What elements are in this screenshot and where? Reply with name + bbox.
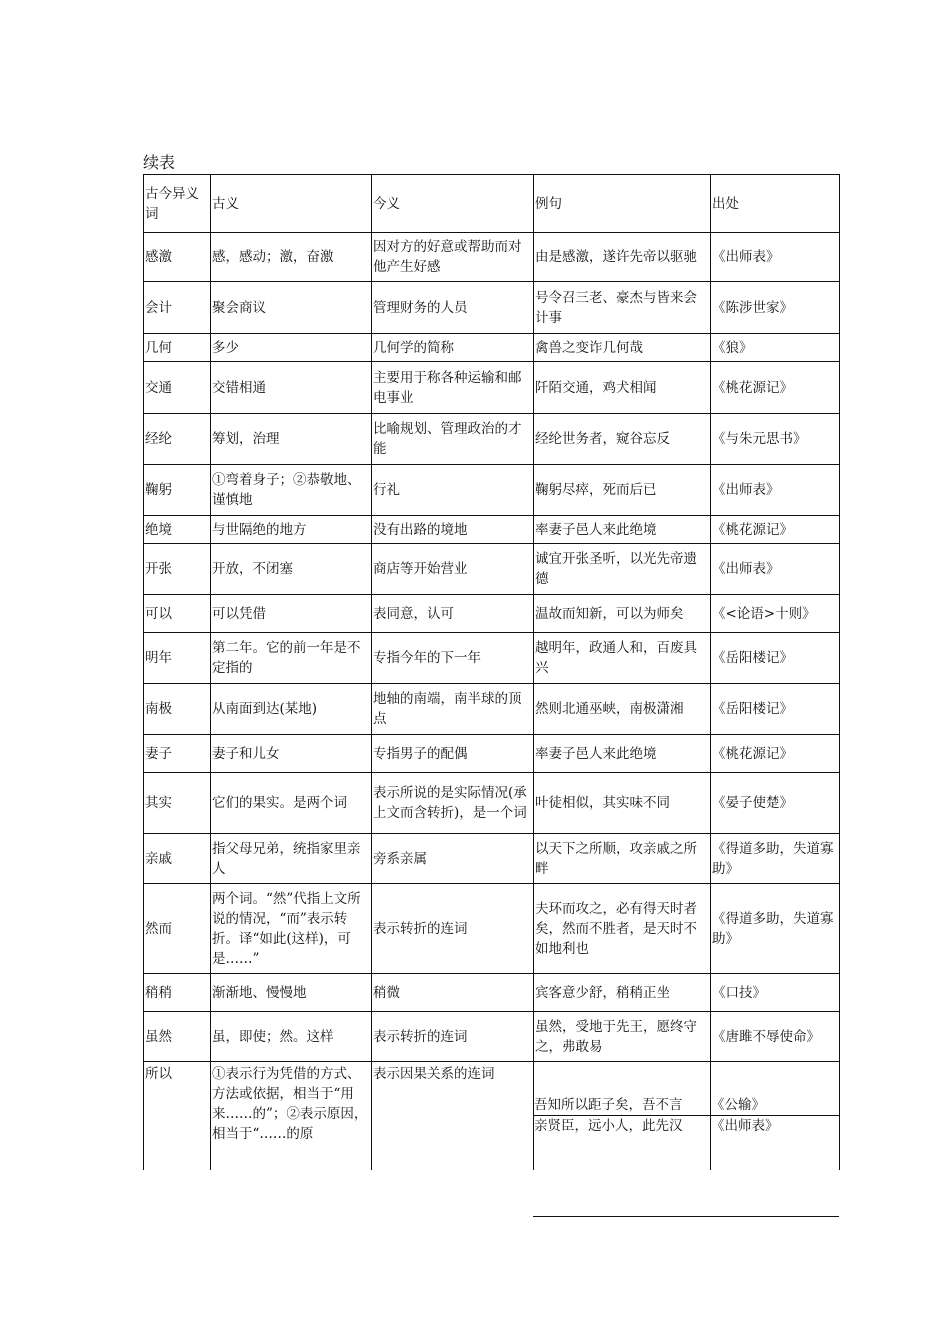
cell-modern: 没有出路的境地 bbox=[372, 516, 534, 544]
header-word: 古今异义词 bbox=[144, 175, 211, 233]
source-1: 《公输》 bbox=[711, 1097, 765, 1114]
cell-modern: 主要用于称各种运输和邮电事业 bbox=[372, 362, 534, 414]
table-row-last bbox=[144, 1062, 840, 1170]
cell-modern: 因对方的好意或帮助而对他产生好感 bbox=[372, 233, 534, 282]
cell-word: 可以 bbox=[144, 595, 211, 633]
header-source: 出处 bbox=[711, 175, 840, 233]
cell-example: 阡陌交通，鸡犬相闻 bbox=[534, 362, 711, 414]
cell-word: 明年 bbox=[144, 633, 211, 684]
cell-source: 《唐雎不辱使命》 bbox=[711, 1012, 840, 1062]
cell-ancient: 从南面到达(某地) bbox=[211, 684, 372, 735]
table-row bbox=[144, 282, 840, 334]
cell-modern: 商店等开始营业 bbox=[372, 544, 534, 595]
cell-source: 《狼》 bbox=[711, 334, 840, 362]
cell-word: 交通 bbox=[144, 362, 211, 414]
cell-modern: 稍微 bbox=[372, 974, 534, 1012]
table-caption: 续表 bbox=[143, 153, 176, 172]
cell-source: 《出师表》 bbox=[711, 544, 840, 595]
source-2: 《出师表》 bbox=[711, 1115, 839, 1136]
cell-source: 《岳阳楼记》 bbox=[711, 633, 840, 684]
cell-example: 率妻子邑人来此绝境 bbox=[534, 516, 711, 544]
cell-example: 叶徒相似，其实味不同 bbox=[534, 773, 711, 834]
cell-example: 宾客意少舒，稍稍正坐 bbox=[534, 974, 711, 1012]
cell-modern: 管理财务的人员 bbox=[372, 282, 534, 334]
table-row bbox=[144, 595, 840, 633]
cell-source: 《桃花源记》 bbox=[711, 362, 840, 414]
cell-source: 《桃花源记》 bbox=[711, 735, 840, 773]
cell-source: 《得道多助，失道寡助》 bbox=[711, 834, 840, 884]
table-row bbox=[144, 516, 840, 544]
header-ancient: 古义 bbox=[211, 175, 372, 233]
cell-example: 越明年，政通人和，百废具兴 bbox=[534, 633, 711, 684]
cell-modern: 专指男子的配偶 bbox=[372, 735, 534, 773]
table-row bbox=[144, 334, 840, 362]
cell-ancient: 渐渐地、慢慢地 bbox=[211, 974, 372, 1012]
cell-sources bbox=[711, 1062, 840, 1170]
cell-example: 夫环而攻之，必有得天时者矣，然而不胜者，是天时不如地利也 bbox=[534, 884, 711, 974]
cell-example: 号令召三老、豪杰与皆来会计事 bbox=[534, 282, 711, 334]
cell-ancient: 可以凭借 bbox=[211, 595, 372, 633]
header-modern: 今义 bbox=[372, 175, 534, 233]
cell-ancient: 它们的果实。是两个词 bbox=[211, 773, 372, 834]
cell-modern: 表示转折的连词 bbox=[372, 884, 534, 974]
cell-source: 《与朱元思书》 bbox=[711, 414, 840, 465]
cell-example: 鞠躬尽瘁，死而后已 bbox=[534, 465, 711, 516]
cell-word: 开张 bbox=[144, 544, 211, 595]
cell-source: 《得道多助，失道寡助》 bbox=[711, 884, 840, 974]
cell-ancient: 指父母兄弟，统指家里亲人 bbox=[211, 834, 372, 884]
cell-example: 经纶世务者，窥谷忘反 bbox=[534, 414, 711, 465]
cell-source: 《口技》 bbox=[711, 974, 840, 1012]
cell-source: 《陈涉世家》 bbox=[711, 282, 840, 334]
cell-ancient: 多少 bbox=[211, 334, 372, 362]
cell-example: 率妻子邑人来此绝境 bbox=[534, 735, 711, 773]
cell-ancient: 虽，即使；然。这样 bbox=[211, 1012, 372, 1062]
cell-example: 由是感激，遂许先帝以驱驰 bbox=[534, 233, 711, 282]
cell-word: 妻子 bbox=[144, 735, 211, 773]
cell-ancient: 聚会商议 bbox=[211, 282, 372, 334]
cell-example: 虽然，受地于先王，愿终守之，弗敢易 bbox=[534, 1012, 711, 1062]
cell-word: 虽然 bbox=[144, 1012, 211, 1062]
cell-ancient: 开放，不闭塞 bbox=[211, 544, 372, 595]
cell-ancient: ①表示行为凭借的方式、方法或依据，相当于“用来……的”；②表示原因，相当于“……的原 bbox=[211, 1062, 372, 1170]
table-row bbox=[144, 1012, 840, 1062]
table-row bbox=[144, 233, 840, 282]
cell-word: 鞠躬 bbox=[144, 465, 211, 516]
cell-ancient: 与世隔绝的地方 bbox=[211, 516, 372, 544]
cell-example: 诚宜开张圣听，以光先帝遗德 bbox=[534, 544, 711, 595]
cell-word: 然而 bbox=[144, 884, 211, 974]
table-row bbox=[144, 414, 840, 465]
cell-example: 禽兽之变诈几何哉 bbox=[534, 334, 711, 362]
table-row bbox=[144, 735, 840, 773]
cell-example: 温故而知新，可以为师矣 bbox=[534, 595, 711, 633]
header-example: 例句 bbox=[534, 175, 711, 233]
table-row bbox=[144, 684, 840, 735]
table-row bbox=[144, 884, 840, 974]
cell-word: 几何 bbox=[144, 334, 211, 362]
cell-source: 《桃花源记》 bbox=[711, 516, 840, 544]
table-row bbox=[144, 544, 840, 595]
cell-word: 其实 bbox=[144, 773, 211, 834]
cell-ancient: 妻子和儿女 bbox=[211, 735, 372, 773]
cell-source: 《出师表》 bbox=[711, 233, 840, 282]
cell-word: 经纶 bbox=[144, 414, 211, 465]
cell-source: 《晏子使楚》 bbox=[711, 773, 840, 834]
partial-bottom-border bbox=[533, 1216, 839, 1217]
table-row bbox=[144, 974, 840, 1012]
cell-modern: 表示所说的是实际情况(承上文而含转折)，是一个词 bbox=[372, 773, 534, 834]
cell-source: 《出师表》 bbox=[711, 465, 840, 516]
cell-modern: 比喻规划、管理政治的才能 bbox=[372, 414, 534, 465]
table-row bbox=[144, 633, 840, 684]
cell-modern: 表示转折的连词 bbox=[372, 1012, 534, 1062]
cell-modern: 旁系亲属 bbox=[372, 834, 534, 884]
header-row bbox=[144, 175, 840, 233]
cell-modern: 地轴的南端，南半球的顶点 bbox=[372, 684, 534, 735]
cell-word: 会计 bbox=[144, 282, 211, 334]
cell-word: 所以 bbox=[144, 1062, 211, 1170]
cell-word: 亲戚 bbox=[144, 834, 211, 884]
cell-ancient: ①弯着身子；②恭敬地、谨慎地 bbox=[211, 465, 372, 516]
table-row bbox=[144, 465, 840, 516]
example-1: 吾知所以距子矣，吾不言 bbox=[534, 1097, 683, 1114]
cell-modern: 几何学的简称 bbox=[372, 334, 534, 362]
cell-modern: 行礼 bbox=[372, 465, 534, 516]
cell-ancient: 第二年。它的前一年是不定指的 bbox=[211, 633, 372, 684]
cell-ancient: 交错相通 bbox=[211, 362, 372, 414]
cell-ancient: 两个词。“然”代指上文所说的情况，“而”表示转折。译“如此(这样)，可是……” bbox=[211, 884, 372, 974]
cell-ancient: 感，感动；激，奋激 bbox=[211, 233, 372, 282]
cell-examples bbox=[534, 1062, 711, 1170]
cell-word: 感激 bbox=[144, 233, 211, 282]
cell-source: 《<论语>十则》 bbox=[711, 595, 840, 633]
cell-modern: 表同意，认可 bbox=[372, 595, 534, 633]
table-row bbox=[144, 773, 840, 834]
table-row bbox=[144, 362, 840, 414]
cell-example: 以天下之所顺，攻亲戚之所畔 bbox=[534, 834, 711, 884]
cell-source: 《岳阳楼记》 bbox=[711, 684, 840, 735]
cell-modern: 表示因果关系的连词 bbox=[372, 1062, 534, 1170]
table-row bbox=[144, 834, 840, 884]
cell-ancient: 筹划，治理 bbox=[211, 414, 372, 465]
example-2: 亲贤臣，远小人，此先汉 bbox=[534, 1115, 710, 1136]
cell-example: 然则北通巫峡，南极潇湘 bbox=[534, 684, 711, 735]
cell-word: 南极 bbox=[144, 684, 211, 735]
archaic-words-table bbox=[143, 174, 840, 1170]
cell-modern: 专指今年的下一年 bbox=[372, 633, 534, 684]
cell-word: 稍稍 bbox=[144, 974, 211, 1012]
cell-word: 绝境 bbox=[144, 516, 211, 544]
